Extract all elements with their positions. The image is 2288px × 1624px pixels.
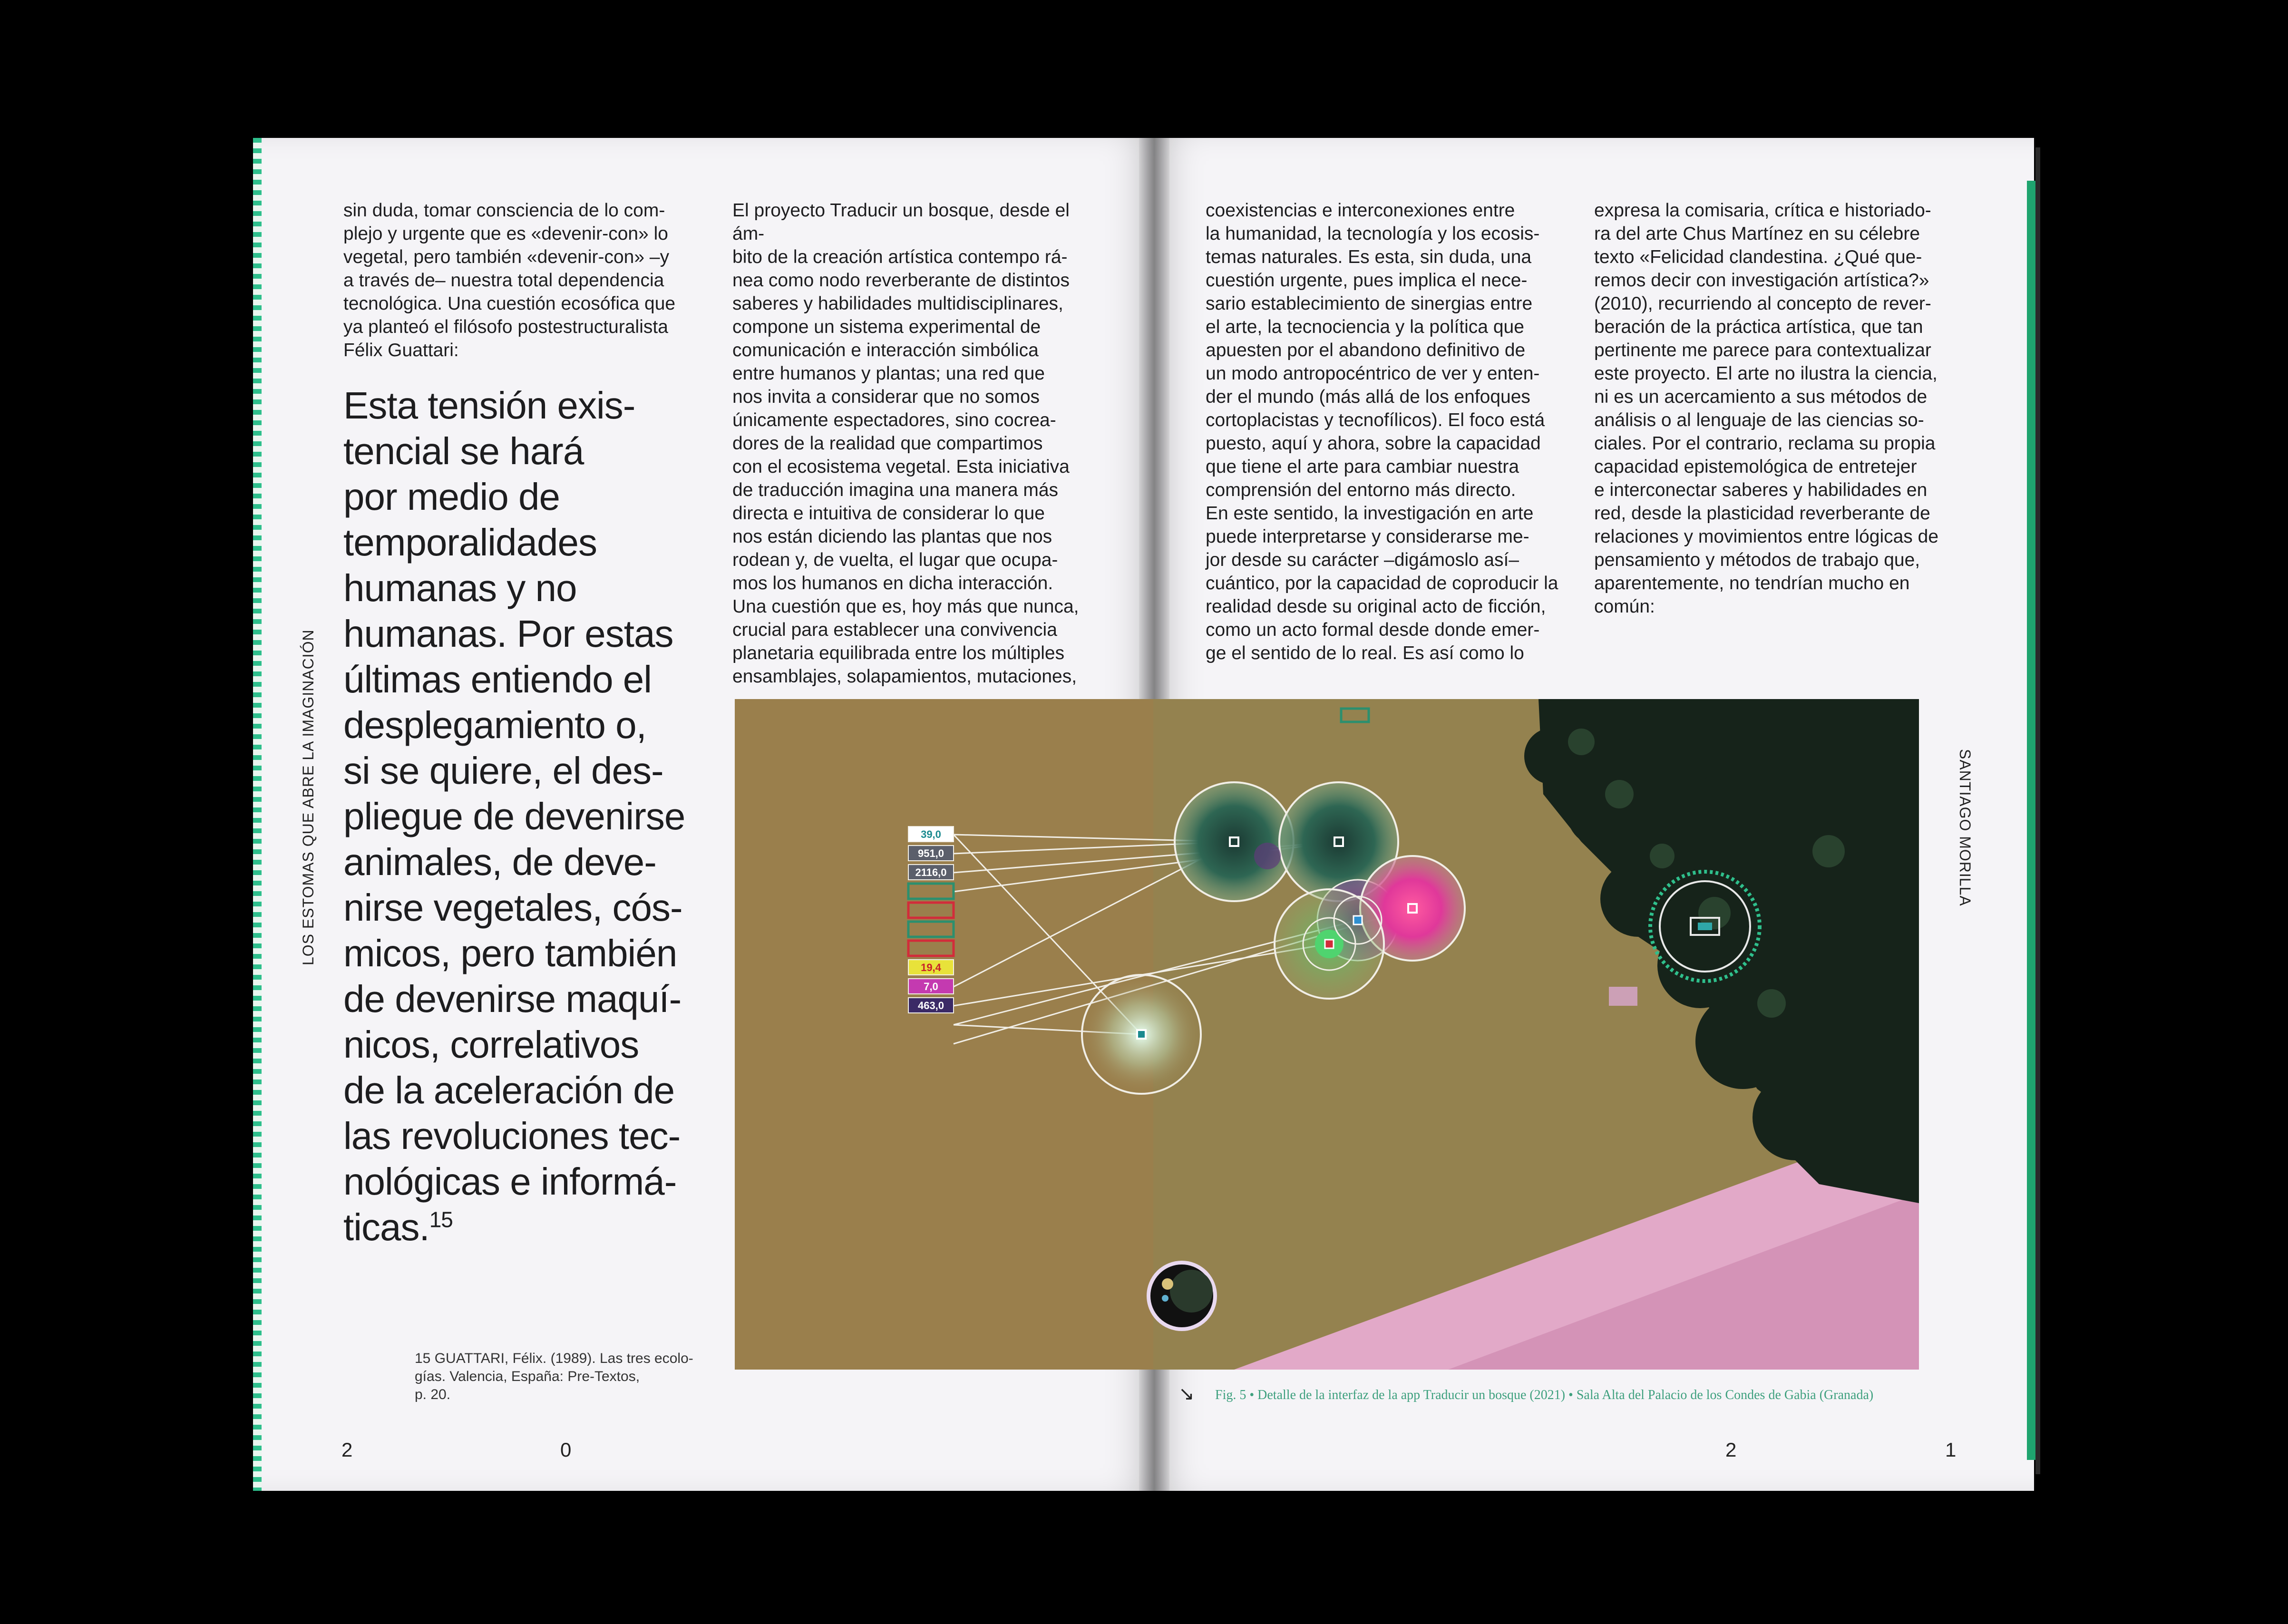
reading-value: 463,0 (917, 1000, 944, 1011)
folio-right-1: 2 (1725, 1439, 1737, 1461)
reading-value: 19,4 (921, 962, 941, 973)
pull-quote-text: Esta tensión exis- tencial se hará por medio de temporalidades humanas y no humanas. Por estas últimas entiendo el desplegamiento o, si se quiere, el des- pliegue de devenirse animales, de deve- nirse vegetales, cós- micos, pero también de devenirse maquí- nicos, correlativos de la aceleración de las revoluciones tec- nológicas e informá- ticas. (343, 384, 685, 1248)
folio-left-1: 2 (341, 1439, 353, 1461)
body-column-2: El proyecto Traducir un bosque, desde el ám- bito de la creación artística contempo rá- nea como nodo reverberante de distintos saberes y habilidades multidisciplinares, compone un sistema experimental de comunicación e interacción simbólica entre humanos y plantas; una red que nos invita a considerar que no somos únicamente espectadores, sino cocrea- dores de la realidad que compartimos con el ecosistema vegetal. Esta iniciativa de traducción imagina una manera más directa e intuitiva de considerar lo que nos están diciendo las plantas que nos rodean y, de vuelta, el lugar que ocupa- mos los humanos en dicha interacción. Una cuestión que es, hoy más que nunca, crucial para establecer una convivencia planetaria equilibrada entre los múltiples ensamblajes, solapamientos, mutaciones, (732, 200, 1079, 687)
body-column-1: sin duda, tomar consciencia de lo com- plejo y urgente que es «devenir-con» lo vegetal, pero también «devenir-con» –y a través de– nuestra total dependencia tecnológica. Una cuestión ecosófica que ya planteó el filósofo postestructuralista Félix Guattari: (343, 200, 676, 360)
folio-right-2: 1 (1945, 1439, 1957, 1461)
reading-value: 39,0 (921, 828, 941, 840)
figure-photo (735, 699, 1919, 1370)
running-head-right: SANTIAGO MORILLA (1957, 749, 1974, 906)
thumbnail-circle (1149, 1263, 1215, 1329)
running-head-left: LOS ESTOMAS QUE ABRE LA IMAGINACIÓN (300, 629, 317, 965)
reading-value: 2116,0 (915, 866, 947, 878)
figure-caption: Fig. 5 • Detalle de la interfaz de la app Traducir un bosque (2021) • Sala Alta del Palacio de los Condes de Gabia (Granada) (1215, 1388, 1874, 1402)
caption-arrow-icon: ↘ (1178, 1383, 1195, 1404)
footnote-ref: 15 (429, 1207, 453, 1232)
reading-value: 7,0 (924, 981, 938, 992)
pull-quote (343, 383, 714, 1250)
body-column-3: coexistencias e interconexiones entre la humanidad, la tecnología y los ecosis- temas naturales. Es esta, sin duda, una cuestión urgente, pues implica el nece- sario establecimiento de sinergias entre el arte, la tecnociencia y la política que apuesten por el abandono definitivo de un modo antropocéntrico de ver y enten- der el mundo (más allá de los enfoques cortoplacistas y tecnofílicos). El foco está puesto, aquí y ahora, sobre la capacidad que tiene el arte para cambiar nuestra comprensión del entorno más directo. En este sentido, la investigación en arte puede interpretarse y considerarse me- jor desde su carácter –digámoslo así– cuántico, por la capacidad de coproducir la realidad desde su original acto de ficción, como un acto formal desde donde emer- ge el sentido de lo real. Es así como lo (1206, 200, 1558, 663)
body-column-4: expresa la comisaria, crítica e historiado- ra del arte Chus Martínez en su célebre texto «Felicidad clandestina. ¿Qué que- remos decir con investigación artística?» (2010), recurriendo al concepto de rever- beración de la práctica artística, que tan pertinente me parece para contextualizar este proyecto. El arte no ilustra la ciencia, ni es un acercamiento a sus métodos de análisis o al lenguaje de las ciencias so- ciales. Por el contrario, reclama su propia capacidad epistemológica de entretejer e interconectar saberes y habilidades en red, desde la plasticidad reverberante de relaciones y movimientos entre lógicas de pensamiento y métodos de trabajo que, aparentemente, no tendrían mucho en común: (1594, 200, 1939, 617)
reading-value: 951,0 (917, 847, 944, 859)
left-page-edge (253, 138, 262, 1491)
footnote: 15 GUATTARI, Félix. (1989). Las tres ecolo- gías. Valencia, España: Pre-Textos, p. 20. (415, 1351, 693, 1402)
folio-left-2: 0 (560, 1439, 572, 1461)
right-page-edge-green (2027, 181, 2035, 1460)
figure-illustration (735, 699, 1919, 1370)
right-page-edge-dark (2035, 147, 2040, 1474)
